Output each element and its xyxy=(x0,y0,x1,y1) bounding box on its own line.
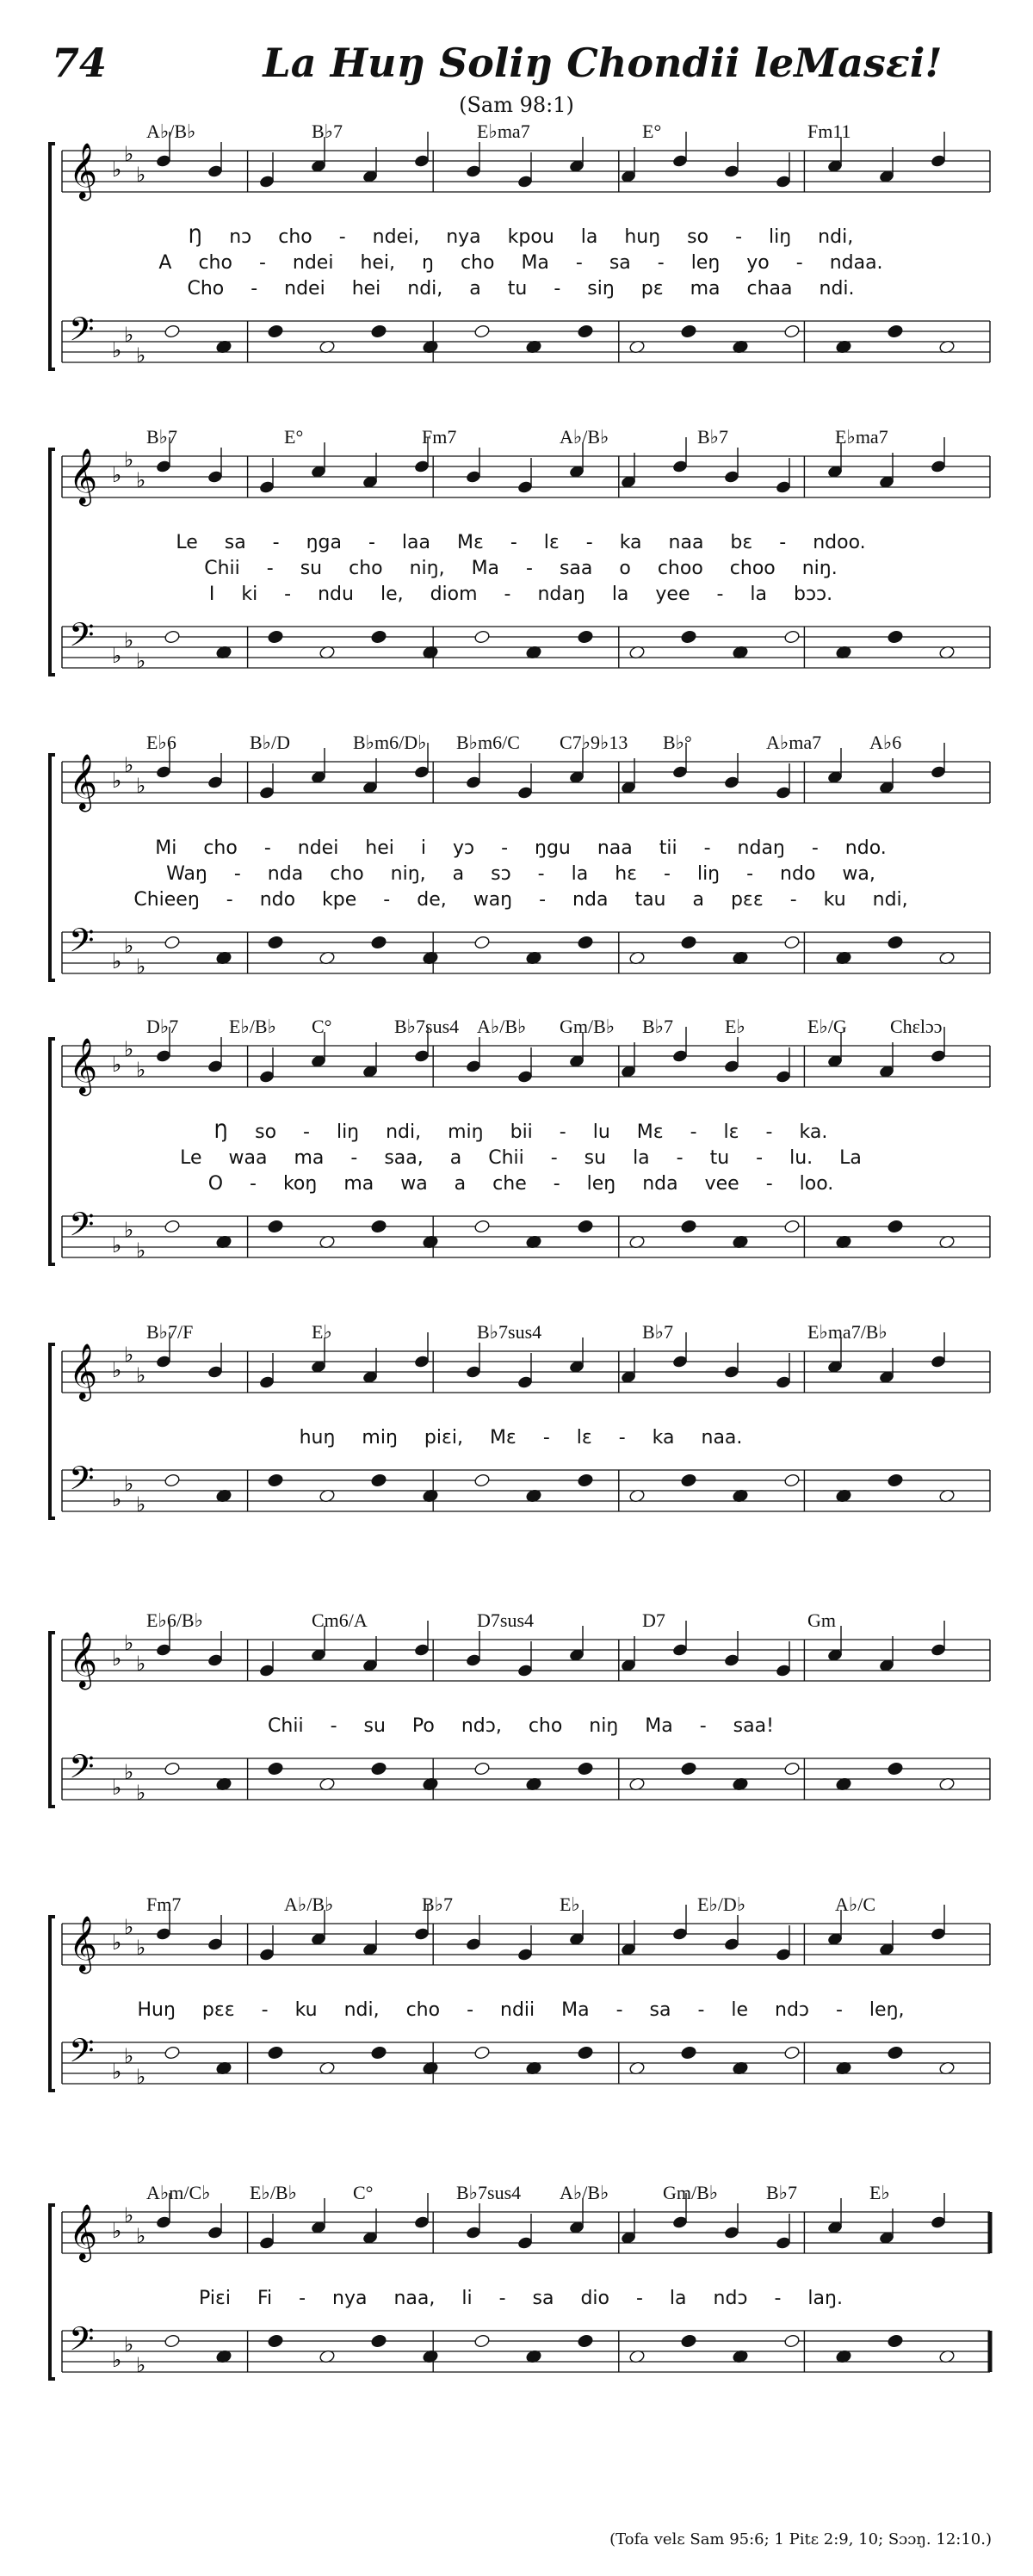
chord-symbol: E♭ma7 xyxy=(835,426,888,448)
flat-icon: ♭ xyxy=(112,338,122,362)
note-head xyxy=(473,1762,490,1776)
note-head xyxy=(164,1220,180,1234)
chord-symbol: A♭/B♭ xyxy=(284,1893,334,1915)
note-head xyxy=(370,2334,387,2349)
note-head xyxy=(783,630,800,645)
chord-symbol: E♭ xyxy=(560,1893,580,1915)
chord-symbol: E♭ xyxy=(312,1321,332,1343)
flat-icon: ♭ xyxy=(112,1776,122,1800)
flat-icon: ♭ xyxy=(124,753,134,777)
chord-symbol: Gm/B♭ xyxy=(663,2182,719,2203)
flat-icon: ♭ xyxy=(136,468,146,492)
treble-clef-icon: 𝄞 xyxy=(69,1038,98,1094)
lyric-line: Chii - su cho niŋ, Ma - saa o choo choo niŋ. xyxy=(204,558,838,579)
score-system-4 xyxy=(43,1016,999,1275)
note-head xyxy=(783,1762,800,1776)
chord-symbol: C° xyxy=(312,1016,332,1037)
chord-symbol: Gm/B♭ xyxy=(560,1016,615,1037)
flat-icon: ♭ xyxy=(124,1760,134,1784)
flat-icon: ♭ xyxy=(136,1936,146,1960)
note-head xyxy=(577,1473,593,1488)
lyric-line: Cho - ndei hei ndi, a tu - siŋ pɛ ma chaa ndi. xyxy=(187,278,855,300)
bass-staff xyxy=(62,321,990,362)
note-head xyxy=(680,1762,696,1776)
note-head xyxy=(473,1220,490,1234)
bass-clef-icon: 𝄢 xyxy=(69,1205,95,1251)
note-head xyxy=(164,324,180,339)
chord-symbol: B♭m6/D♭ xyxy=(353,732,427,753)
flat-icon: ♭ xyxy=(136,1239,146,1263)
lyric-line: Ŋ nɔ cho - ndei, nya kpou la huŋ so - liŋ ndi, xyxy=(188,226,854,248)
flat-icon: ♭ xyxy=(136,343,146,368)
flat-icon: ♭ xyxy=(124,628,134,652)
chord-symbol: E° xyxy=(284,426,304,448)
note-head xyxy=(783,2334,800,2349)
flat-icon: ♭ xyxy=(136,1492,146,1517)
flat-icon: ♭ xyxy=(124,934,134,958)
chord-symbol: Gm xyxy=(807,1609,836,1631)
treble-clef-icon: 𝄞 xyxy=(69,1344,98,1399)
chord-symbol: B♭7sus4 xyxy=(456,2182,522,2203)
flat-icon: ♭ xyxy=(124,2332,134,2357)
note-head xyxy=(267,1473,283,1488)
lyric-line: Piɛi Fi - nya naa, li - sa dio - la ndɔ - laŋ. xyxy=(199,2288,843,2309)
treble-clef-icon: 𝄞 xyxy=(69,448,98,504)
flat-icon: ♭ xyxy=(112,769,122,793)
note-head xyxy=(370,2046,387,2060)
chord-symbol: A♭/C xyxy=(835,1893,876,1915)
treble-clef-icon: 𝄞 xyxy=(69,2204,98,2260)
flat-icon: ♭ xyxy=(136,774,146,798)
bass-clef-icon: 𝄢 xyxy=(69,615,95,662)
chord-symbol: E♭ma7/B♭ xyxy=(807,1321,888,1343)
flat-icon: ♭ xyxy=(136,2224,146,2248)
treble-clef-icon: 𝄞 xyxy=(69,1632,98,1688)
note-head xyxy=(577,1762,593,1776)
chord-symbol: E♭/G xyxy=(807,1016,847,1037)
chord-symbol: A♭6 xyxy=(869,732,902,753)
score-system-5 xyxy=(43,1321,999,1529)
lyric-line: huŋ miŋ piɛi, Mɛ - lɛ - ka naa. xyxy=(299,1427,743,1449)
chord-symbol: D7sus4 xyxy=(477,1609,535,1631)
note-head xyxy=(783,324,800,339)
note-head xyxy=(164,1473,180,1488)
footer-references: (Tofa velɛ Sam 95:6; 1 Pitɛ 2:9, 10; Sɔɔŋ. 12:10.) xyxy=(609,2530,992,2548)
flat-icon: ♭ xyxy=(124,323,134,347)
chord-symbol: A♭ma7 xyxy=(766,732,822,753)
note-head xyxy=(577,936,593,950)
lyric-line: Chii - su Po ndɔ, cho niŋ Ma - saa! xyxy=(268,1715,774,1737)
note-head xyxy=(680,2334,696,2349)
note-head xyxy=(577,2046,593,2060)
note-head xyxy=(680,2046,696,2060)
note-head xyxy=(680,1473,696,1488)
flat-icon: ♭ xyxy=(124,1915,134,1939)
bass-staff xyxy=(62,2042,990,2084)
chord-symbol: B♭7sus4 xyxy=(394,1016,460,1037)
note-head xyxy=(164,2046,180,2060)
note-head xyxy=(370,324,387,339)
score-system-8 xyxy=(43,2182,999,2389)
bass-clef-icon: 𝄢 xyxy=(69,1459,95,1505)
note-head xyxy=(473,2334,490,2349)
treble-clef-icon: 𝄞 xyxy=(69,754,98,810)
lyric-line: O - koŋ ma wa a che - leŋ nda vee - loo. xyxy=(207,1173,834,1195)
flat-icon: ♭ xyxy=(112,1930,122,1955)
chord-symbol: E♭6 xyxy=(146,732,176,753)
note-head xyxy=(887,324,903,339)
note-head xyxy=(473,630,490,645)
note-head xyxy=(164,936,180,950)
score-system-6 xyxy=(43,1609,999,1817)
flat-icon: ♭ xyxy=(112,644,122,668)
flat-icon: ♭ xyxy=(112,949,122,973)
note-head xyxy=(783,936,800,950)
flat-icon: ♭ xyxy=(136,649,146,673)
note-head xyxy=(370,936,387,950)
bass-clef-icon: 𝄢 xyxy=(69,2320,95,2366)
note-head xyxy=(887,1473,903,1488)
chord-symbol: Cm6/A xyxy=(312,1609,368,1631)
chord-symbol: A♭m/C♭ xyxy=(146,2182,211,2203)
scripture-reference: (Sam 98:1) xyxy=(459,93,574,117)
chord-symbol: E♭ xyxy=(869,2182,890,2203)
score-system-2 xyxy=(43,426,999,685)
flat-icon: ♭ xyxy=(112,2060,122,2084)
chord-symbol: A♭/B♭ xyxy=(560,426,609,448)
chord-symbol: B♭7 xyxy=(146,426,178,448)
chord-symbol: A♭/B♭ xyxy=(560,2182,609,2203)
chord-symbol: E♭ma7 xyxy=(477,120,530,142)
flat-icon: ♭ xyxy=(112,1233,122,1257)
note-head xyxy=(680,1220,696,1234)
chord-symbol: A♭/B♭ xyxy=(146,120,196,142)
chord-symbol: B♭7 xyxy=(312,120,343,142)
flat-icon: ♭ xyxy=(112,158,122,182)
chord-symbol: Fm7 xyxy=(422,426,457,448)
note-head xyxy=(164,1762,180,1776)
bass-staff xyxy=(62,2331,990,2372)
chord-symbol: Fm11 xyxy=(807,120,851,142)
flat-icon: ♭ xyxy=(136,2353,146,2377)
flat-icon: ♭ xyxy=(112,1487,122,1511)
chord-symbol: B♭7sus4 xyxy=(477,1321,542,1343)
chord-symbol: B♭7 xyxy=(697,426,729,448)
chord-symbol: A♭/B♭ xyxy=(477,1016,527,1037)
bass-staff xyxy=(62,1758,990,1800)
lyric-line: Huŋ pɛɛ - ku ndi, cho - ndii Ma - sa - le ndɔ - leŋ, xyxy=(137,1999,905,2021)
bass-staff xyxy=(62,932,990,973)
chord-symbol: B♭° xyxy=(663,732,692,753)
note-head xyxy=(577,2334,593,2349)
lyric-line: Mi cho - ndei hei i yɔ - ŋgu naa tii - ndaŋ - ndo. xyxy=(155,837,887,859)
note-head xyxy=(267,1220,283,1234)
score-system-1 xyxy=(43,120,999,380)
flat-icon: ♭ xyxy=(112,1358,122,1382)
chord-symbol: E♭ xyxy=(725,1016,745,1037)
note-head xyxy=(680,630,696,645)
chord-symbol: E° xyxy=(642,120,662,142)
flat-icon: ♭ xyxy=(136,1058,146,1082)
lyric-line: Waŋ - nda cho niŋ, a sɔ - la hɛ - liŋ - ndo wa, xyxy=(166,863,875,885)
note-head xyxy=(783,1220,800,1234)
note-head xyxy=(370,630,387,645)
chord-symbol: D♭7 xyxy=(146,1016,179,1037)
flat-icon: ♭ xyxy=(136,163,146,187)
bass-clef-icon: 𝄢 xyxy=(69,310,95,356)
flat-icon: ♭ xyxy=(136,1781,146,1805)
chord-symbol: B♭m6/C xyxy=(456,732,520,753)
chord-symbol: B♭7 xyxy=(642,1321,674,1343)
flat-icon: ♭ xyxy=(136,1652,146,1676)
chord-symbol: B♭/D xyxy=(250,732,291,753)
note-head xyxy=(370,1473,387,1488)
flat-icon: ♭ xyxy=(136,954,146,979)
chord-symbol: E♭6/B♭ xyxy=(146,1609,203,1631)
treble-clef-icon: 𝄞 xyxy=(69,143,98,199)
note-head xyxy=(267,1762,283,1776)
score-system-3 xyxy=(43,732,999,991)
flat-icon: ♭ xyxy=(112,463,122,487)
chord-symbol: E♭/D♭ xyxy=(697,1893,746,1915)
note-head xyxy=(267,2046,283,2060)
chord-symbol: B♭7/F xyxy=(146,1321,194,1343)
flat-icon: ♭ xyxy=(136,1363,146,1387)
note-head xyxy=(164,2334,180,2349)
flat-icon: ♭ xyxy=(136,2065,146,2089)
flat-icon: ♭ xyxy=(124,1218,134,1242)
bass-clef-icon: 𝄢 xyxy=(69,921,95,967)
lyric-line: Le waa ma - saa, a Chii - su la - tu - lu. La xyxy=(180,1147,862,1169)
note-head xyxy=(887,2046,903,2060)
flat-icon: ♭ xyxy=(124,1343,134,1367)
chord-symbol: D7 xyxy=(642,1609,665,1631)
bass-clef-icon: 𝄢 xyxy=(69,1747,95,1794)
flat-icon: ♭ xyxy=(124,2203,134,2227)
lyric-line: A cho - ndei hei, ŋ cho Ma - sa - leŋ yo - ndaa. xyxy=(158,252,883,274)
treble-clef-icon: 𝄞 xyxy=(69,1916,98,1972)
note-head xyxy=(680,936,696,950)
note-head xyxy=(267,324,283,339)
flat-icon: ♭ xyxy=(112,1646,122,1671)
note-head xyxy=(473,1473,490,1488)
note-head xyxy=(370,1762,387,1776)
chord-symbol: E♭/B♭ xyxy=(229,1016,276,1037)
lyric-line: Chieeŋ - ndo kpe - de, waŋ - nda tau a pɛɛ - ku ndi, xyxy=(133,889,908,911)
chord-symbol: C7♭9♭13 xyxy=(560,732,628,753)
chord-symbol: Chɛlɔɔ xyxy=(890,1016,943,1037)
song-number: 74 xyxy=(52,40,108,86)
bass-staff xyxy=(62,627,990,668)
note-head xyxy=(577,324,593,339)
note-head xyxy=(887,1220,903,1234)
flat-icon: ♭ xyxy=(124,1472,134,1496)
flat-icon: ♭ xyxy=(124,1037,134,1061)
flat-icon: ♭ xyxy=(112,2219,122,2243)
chord-symbol: B♭7 xyxy=(642,1016,674,1037)
lyric-line: Le sa - ŋga - laa Mɛ - lɛ - ka naa bɛ - ndoo. xyxy=(176,532,866,553)
note-head xyxy=(370,1220,387,1234)
note-head xyxy=(473,2046,490,2060)
bass-clef-icon: 𝄢 xyxy=(69,2031,95,2078)
flat-icon: ♭ xyxy=(112,2348,122,2372)
note-head xyxy=(887,630,903,645)
note-head xyxy=(267,936,283,950)
bass-staff xyxy=(62,1216,990,1257)
chord-symbol: Fm7 xyxy=(146,1893,182,1915)
chord-symbol: C° xyxy=(353,2182,374,2203)
flat-icon: ♭ xyxy=(124,1631,134,1655)
note-head xyxy=(680,324,696,339)
note-head xyxy=(577,1220,593,1234)
note-head xyxy=(783,2046,800,2060)
chord-symbol: B♭7 xyxy=(422,1893,454,1915)
flat-icon: ♭ xyxy=(112,1053,122,1077)
note-head xyxy=(164,630,180,645)
bass-staff xyxy=(62,1470,990,1511)
note-head xyxy=(473,324,490,339)
song-title: La Huŋ Soliŋ Chondii leMasɛi! xyxy=(263,40,943,86)
lyric-line: I ki - ndu le, diom - ndaŋ la yee - la bɔɔ. xyxy=(208,584,833,605)
lyric-line: Ŋ so - liŋ ndi, miŋ bii - lu Mɛ - lɛ - ka. xyxy=(213,1121,828,1143)
note-head xyxy=(783,1473,800,1488)
note-head xyxy=(887,1762,903,1776)
flat-icon: ♭ xyxy=(124,142,134,166)
chord-symbol: E♭/B♭ xyxy=(250,2182,297,2203)
note-head xyxy=(267,630,283,645)
score-system-7 xyxy=(43,1893,999,2101)
note-head xyxy=(577,630,593,645)
flat-icon: ♭ xyxy=(124,2044,134,2068)
flat-icon: ♭ xyxy=(124,448,134,472)
note-head xyxy=(473,936,490,950)
note-head xyxy=(887,936,903,950)
note-head xyxy=(267,2334,283,2349)
chord-symbol: B♭7 xyxy=(766,2182,798,2203)
note-head xyxy=(887,2334,903,2349)
